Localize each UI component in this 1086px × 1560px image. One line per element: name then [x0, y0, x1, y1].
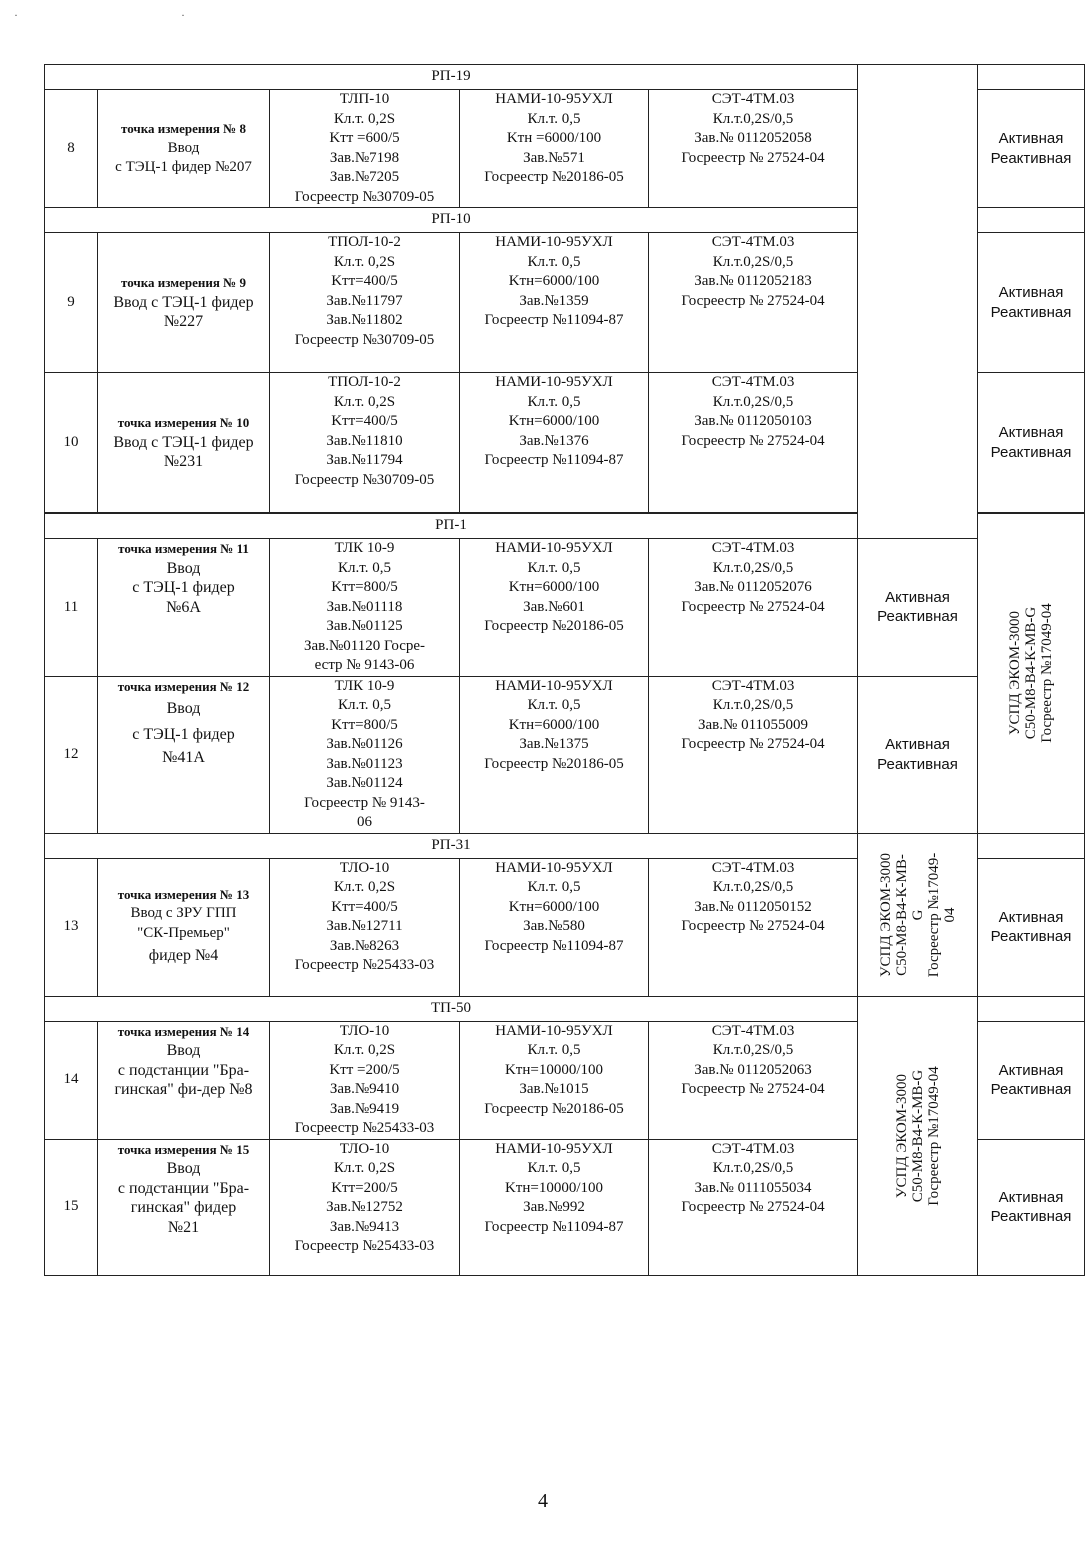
section-title-rp31: РП-31	[45, 833, 858, 858]
voltage-transformer: НАМИ-10-95УХЛ Кл.т. 0,5 Kтн=6000/100 Зав.№601 Госреестр №20186-05	[460, 539, 649, 677]
energy-type: Активная Реактивная	[978, 233, 1085, 373]
current-transformer: ТЛО-10 Кл.т. 0,2S Kтт=200/5 Зав.№12752 Зав.№9413 Госреестр №25433-03	[270, 1139, 460, 1275]
electricity-meter: СЭТ-4ТМ.03 Кл.т.0,2S/0,5 Зав.№ 0112052183 Госреестр № 27524-04	[649, 233, 858, 373]
row-number: 13	[45, 858, 98, 996]
energy-header-empty	[978, 65, 1085, 90]
voltage-transformer: НАМИ-10-95УХЛ Кл.т. 0,5 Kтн=6000/100 Зав.№1359 Госреестр №11094-87	[460, 233, 649, 373]
row-number: 12	[45, 676, 98, 833]
current-transformer: ТПОЛ-10-2 Кл.т. 0,2S Kтт=400/5 Зав.№11810 Зав.№11794 Госреестр №30709-05	[270, 373, 460, 513]
row-number: 10	[45, 373, 98, 513]
section-row	[45, 833, 1085, 858]
row-number: 15	[45, 1139, 98, 1275]
electricity-meter: СЭТ-4ТМ.03 Кл.т.0,2S/0,5 Зав.№ 0112050103 Госреестр № 27524-04	[649, 373, 858, 513]
uspd-cell	[978, 514, 1085, 834]
current-transformer: ТЛК 10-9 Кл.т. 0,5 Kтт=800/5 Зав.№01118 Зав.№01125 Зав.№01120 Госре- естр № 9143-06	[270, 539, 460, 677]
uspd-vertical-text: УСПД ЭКОМ-3000 С50-М8-В4-К-МВ-G Госреестр №17049-04	[1007, 603, 1056, 744]
measurement-point: точка измерения № 13 Ввод с ЗРУ ГПП "СК-Премьер" фидер №4	[98, 858, 270, 996]
section-row	[45, 996, 1085, 1021]
voltage-transformer: НАМИ-10-95УХЛ Кл.т. 0,5 Kтн=10000/100 Зав.№1015 Госреестр №20186-05	[460, 1021, 649, 1139]
electricity-meter: СЭТ-4ТМ.03 Кл.т.0,2S/0,5 Зав.№ 0112052076 Госреестр № 27524-04	[649, 539, 858, 677]
row-number: 11	[45, 539, 98, 677]
uspd-cell-empty	[858, 65, 978, 539]
energy-type: Активная Реактивная	[978, 1021, 1085, 1139]
voltage-transformer: НАМИ-10-95УХЛ Кл.т. 0,5 Kтн=6000/100 Зав.№1376 Госреестр №11094-87	[460, 373, 649, 513]
energy-type: Активная Реактивная	[978, 1139, 1085, 1275]
current-transformer: ТЛО-10 Кл.т. 0,2S Kтт=400/5 Зав.№12711 Зав.№8263 Госреестр №25433-03	[270, 858, 460, 996]
row-number: 9	[45, 233, 98, 373]
current-transformer: ТЛО-10 Кл.т. 0,2S Kтт =200/5 Зав.№9410 Зав.№9419 Госреестр №25433-03	[270, 1021, 460, 1139]
measurement-point: точка измерения № 14 Ввод с подстанции "Бра- гинская" фи-дер №8	[98, 1021, 270, 1139]
voltage-transformer: НАМИ-10-95УХЛ Кл.т. 0,5 Kтн=6000/100 Зав.№580 Госреестр №11094-87	[460, 858, 649, 996]
energy-header-empty	[978, 208, 1085, 233]
electricity-meter: СЭТ-4ТМ.03 Кл.т.0,2S/0,5 Зав.№ 0111055034 Госреестр № 27524-04	[649, 1139, 858, 1275]
row-number: 8	[45, 90, 98, 208]
section-row	[45, 65, 1085, 90]
current-transformer: ТЛК 10-9 Кл.т. 0,5 Kтт=800/5 Зав.№01126 Зав.№01123 Зав.№01124 Госреестр № 9143- 06	[270, 676, 460, 833]
section-title-tp50: ТП-50	[45, 996, 858, 1021]
voltage-transformer: НАМИ-10-95УХЛ Кл.т. 0,5 Kтн =6000/100 Зав.№571 Госреестр №20186-05	[460, 90, 649, 208]
section-title-rp19: РП-19	[45, 65, 858, 90]
table-row	[45, 539, 1085, 677]
energy-header-empty	[978, 833, 1085, 858]
energy-type: Активная Реактивная	[978, 858, 1085, 996]
section-title-rp10: РП-10	[45, 208, 858, 233]
energy-type: Активная Реактивная	[978, 373, 1085, 513]
measurement-point: точка измерения № 10 Ввод с ТЭЦ-1 фидер №231	[98, 373, 270, 513]
section-title-rp1: РП-1	[45, 514, 858, 539]
energy-type: Активная Реактивная	[978, 90, 1085, 208]
energy-type: Активная Реактивная	[858, 539, 978, 677]
table-row	[45, 676, 1085, 833]
measurement-point: точка измерения № 9 Ввод с ТЭЦ-1 фидер №227	[98, 233, 270, 373]
voltage-transformer: НАМИ-10-95УХЛ Кл.т. 0,5 Kтн=10000/100 Зав.№992 Госреестр №11094-87	[460, 1139, 649, 1275]
measurement-point: точка измерения № 12 Ввод с ТЭЦ-1 фидер №41А	[98, 676, 270, 833]
energy-header-empty	[978, 996, 1085, 1021]
uspd-cell	[858, 996, 978, 1275]
measurement-point: точка измерения № 15 Ввод с подстанции "Бра- гинская" фидер №21	[98, 1139, 270, 1275]
scan-speck: · ·	[14, 8, 265, 22]
measurement-point: точка измерения № 11 Ввод с ТЭЦ-1 фидер №6А	[98, 539, 270, 677]
measurement-points-table	[44, 64, 1085, 1276]
electricity-meter: СЭТ-4ТМ.03 Кл.т.0,2S/0,5 Зав.№ 0112050152 Госреестр № 27524-04	[649, 858, 858, 996]
electricity-meter: СЭТ-4ТМ.03 Кл.т.0,2S/0,5 Зав.№ 011055009 Госреестр № 27524-04	[649, 676, 858, 833]
uspd-cell	[858, 833, 978, 996]
measurement-point: точка измерения № 8 Ввод с ТЭЦ-1 фидер №207	[98, 90, 270, 208]
energy-type: Активная Реактивная	[858, 676, 978, 833]
electricity-meter: СЭТ-4ТМ.03 Кл.т.0,2S/0,5 Зав.№ 0112052063 Госреестр № 27524-04	[649, 1021, 858, 1139]
current-transformer: ТПОЛ-10-2 Кл.т. 0,2S Kтт=400/5 Зав.№11797 Зав.№11802 Госреестр №30709-05	[270, 233, 460, 373]
uspd-vertical-text: УСПД ЭКОМ-3000 С50-М8-В4-К-МВ- G Госреестр №17049- 04	[877, 852, 958, 977]
row-number: 14	[45, 1021, 98, 1139]
uspd-vertical-text: УСПД ЭКОМ-3000 С50-М8-В4-К-МВ-G Госреестр №17049-04	[893, 1065, 942, 1206]
voltage-transformer: НАМИ-10-95УХЛ Кл.т. 0,5 Kтн=6000/100 Зав.№1375 Госреестр №20186-05	[460, 676, 649, 833]
current-transformer: ТЛП-10 Кл.т. 0,2S Kтт =600/5 Зав.№7198 Зав.№7205 Госреестр №30709-05	[270, 90, 460, 208]
electricity-meter: СЭТ-4ТМ.03 Кл.т.0,2S/0,5 Зав.№ 0112052058 Госреестр № 27524-04	[649, 90, 858, 208]
page-number: 4	[538, 1490, 548, 1512]
